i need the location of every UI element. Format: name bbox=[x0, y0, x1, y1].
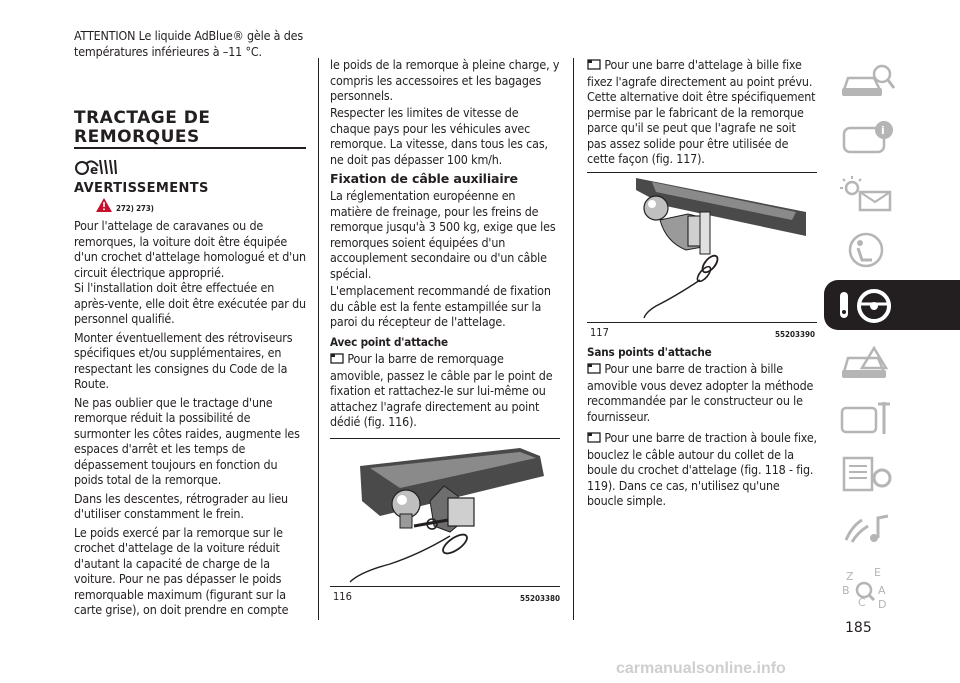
paragraph-weight-continued: le poids de la remorque à pleine charge, y compris les accessoires et les bagages personnels. bbox=[330, 57, 560, 103]
index-letter-d: D bbox=[878, 598, 887, 610]
fixed-bar-text: Pour une barre d'attelage à bille fixe fixez l'agrafe directement au point prévu. Cette alternative doit être spécifiquement permise par le fabricant de la remorque parce qu'il se peut que l'agrafe ne soit pas assez solide pour être utilisée de cette façon (fig. 117). bbox=[587, 57, 816, 166]
detachable-ball-icon bbox=[587, 362, 601, 378]
no-points-text-2: Pour une barre de traction à boule fixe, bouclez le câble autour du collet de la boule du crochet d'attelage (fig. 118 - fig. 119). Dans ce cas, n'utilisez qu'une boucle simple. bbox=[587, 430, 817, 508]
tab-emergency[interactable] bbox=[824, 336, 960, 386]
lights-message-icon bbox=[838, 174, 898, 214]
figure-116-number: 116 bbox=[333, 590, 352, 603]
car-dashboard-icon bbox=[838, 118, 898, 158]
svg-text:i: i bbox=[881, 124, 885, 137]
watermark: carmanualsonline.info bbox=[616, 660, 786, 677]
column-divider-1 bbox=[318, 58, 319, 620]
tab-safety[interactable] bbox=[824, 224, 960, 274]
index-icon bbox=[838, 566, 898, 610]
paragraph-mirrors: Monter éventuellement des rétroviseurs spécifiques et/ou supplémentaires, en respectant les consignes du Code de la Route. bbox=[74, 329, 293, 391]
cable-heading: Fixation de câble auxiliaire bbox=[330, 171, 518, 186]
no-points-block-1 bbox=[587, 361, 817, 424]
tab-maintenance[interactable] bbox=[824, 392, 960, 442]
figure-117-number: 117 bbox=[590, 326, 609, 339]
car-tools-icon bbox=[838, 398, 898, 438]
tab-dashboard[interactable] bbox=[824, 112, 960, 162]
tab-lights-messages[interactable] bbox=[824, 168, 960, 218]
column-divider-2 bbox=[573, 58, 574, 620]
figure-117-code: 55203390 bbox=[775, 330, 816, 339]
page-number: 185 bbox=[845, 620, 872, 636]
paragraph-performance: Ne pas oublier que le tractage d'une remorque réduit la possibilité de surmonter les côtes raides, augmente les espaces d'arrêt et les temps de dépassement toujours en fonction du poids total de la remorque. bbox=[74, 394, 300, 487]
fixed-bar-icon bbox=[587, 58, 601, 74]
multimedia-icon bbox=[838, 510, 898, 550]
figure-117-top-rule bbox=[587, 172, 817, 173]
with-points-block bbox=[330, 351, 560, 430]
index-letter-c: C bbox=[858, 596, 866, 609]
paragraph-equipment: Pour l'attelage de caravanes ou de remorques, la voiture doit être équipée d'un crochet d'attelage homologué et d'un circuit électrique approprié. bbox=[74, 218, 306, 280]
paragraph-speed: Respecter les limites de vitesse de chaque pays pour les véhicules avec remorque. La vitesse, dans tous les cas, ne doit pas dépasser 100 km/h. bbox=[330, 105, 548, 167]
key-steering-icon bbox=[838, 286, 898, 326]
warnings-body bbox=[74, 218, 306, 621]
tab-multimedia[interactable] bbox=[824, 504, 960, 554]
no-points-block-2 bbox=[587, 430, 817, 509]
tab-starting-driving[interactable] bbox=[824, 280, 960, 330]
tab-technical-data[interactable] bbox=[824, 448, 960, 498]
towing-symbol-icon bbox=[74, 156, 118, 182]
figure-117-bottom-rule bbox=[587, 322, 817, 323]
maintenance-doc-icon bbox=[838, 454, 898, 494]
warnings-heading: AVERTISSEMENTS bbox=[74, 181, 209, 196]
fixed-bar-block bbox=[587, 57, 817, 167]
index-letter-a: A bbox=[878, 584, 886, 597]
index-letter-z: Z bbox=[846, 570, 854, 583]
figure-116-towbar-illustration bbox=[340, 446, 556, 584]
index-letter-e: E bbox=[874, 566, 881, 579]
paragraph-regulation: La réglementation européenne en matière de freinage, pour les freins de remorque jusqu'à 3 500 kg, exige que les remorques soient équipées d'un accouplement secondaire ou d'un câble spécial. bbox=[330, 188, 556, 281]
detachable-bar-icon bbox=[330, 352, 344, 368]
heading-rule bbox=[74, 147, 306, 149]
car-info-icon bbox=[838, 62, 898, 102]
fixed-ball-icon bbox=[587, 431, 601, 447]
car-warning-icon bbox=[838, 342, 898, 382]
with-points-heading: Avec point d'attache bbox=[330, 335, 448, 349]
warning-triangle-icon bbox=[96, 198, 112, 216]
tab-index[interactable] bbox=[824, 560, 960, 610]
section-heading: TRACTAGE DE REMORQUES bbox=[74, 108, 211, 147]
adblue-attention: ATTENTION Le liquide AdBlue® gèle à des températures inférieures à –11 °C. bbox=[74, 28, 304, 59]
warning-refs: 272) 273) bbox=[116, 204, 154, 213]
no-points-text-1: Pour une barre de traction à bille amovible vous devez adopter la méthode recommandée par le constructeur ou le fournisseur. bbox=[587, 361, 814, 424]
airbag-seat-icon bbox=[838, 230, 898, 270]
paragraph-location: L'emplacement recommandé de fixation du câble est la fente estampillée sur la paroi du récepteur de l'attelage. bbox=[330, 283, 551, 329]
index-letter-b: B bbox=[842, 584, 850, 597]
paragraph-installation: Si l'installation doit être effectuée en après-vente, elle doit être exécutée par du personnel qualifié. bbox=[74, 280, 306, 326]
no-points-heading: Sans points d'attache bbox=[587, 345, 712, 359]
svg-text:e: e bbox=[90, 163, 98, 177]
paragraph-descent: Dans les descentes, rétrograder au lieu d'utiliser constamment le frein. bbox=[74, 490, 288, 521]
figure-116-code: 55203380 bbox=[520, 594, 561, 603]
paragraph-weight: Le poids exercé par la remorque sur le crochet d'attelage de la voiture réduit d'autant la capacité de charge de la voiture. Pour ne pas dépasser le poids remorquable maximum (figurant sur la carte grise), on doit prendre en compte bbox=[74, 524, 289, 617]
figure-117-towbar-illustration bbox=[596, 176, 812, 320]
with-points-text: Pour la barre de remorquage amovible, passez le câble par le point de fixation et rattachez-le sur lui-même ou attachez l'agrafe directement au point dédié (fig. 116). bbox=[330, 351, 553, 429]
figure-116-top-rule bbox=[330, 438, 560, 439]
tab-car-info[interactable] bbox=[824, 56, 960, 106]
figure-116-bottom-rule bbox=[330, 586, 560, 587]
